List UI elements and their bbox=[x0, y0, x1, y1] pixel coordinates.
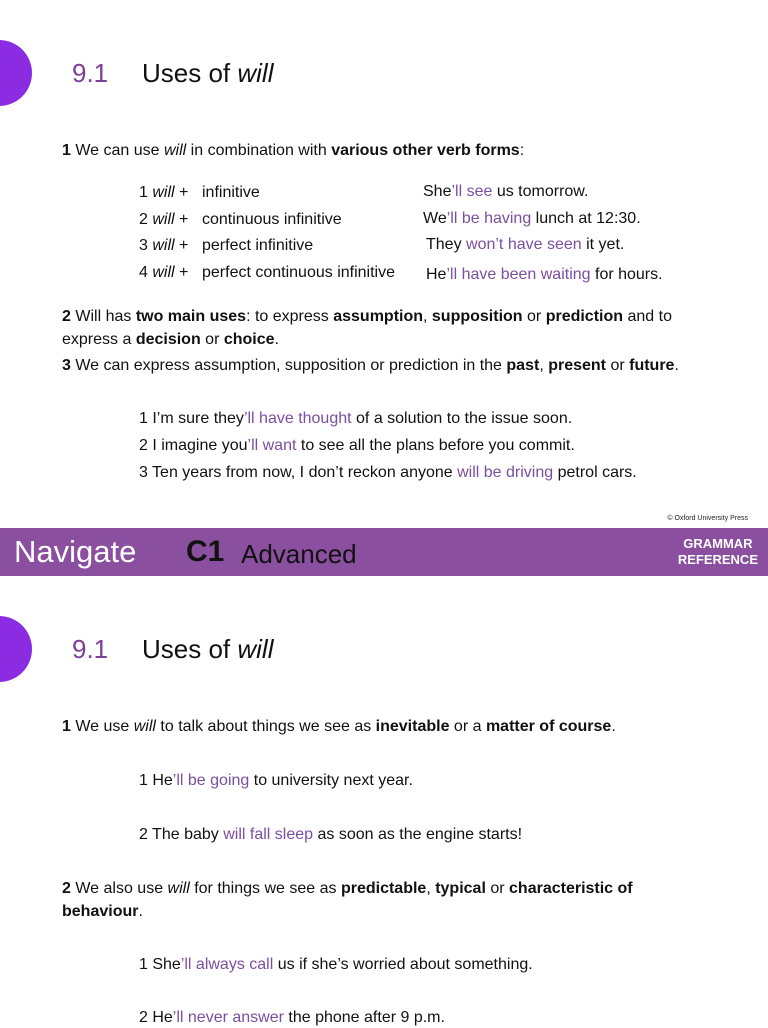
section-heading bbox=[72, 58, 273, 88]
point-2: 2 We also use will for things we see as predictable, typical or characteristic of behaviour. bbox=[62, 880, 633, 920]
slide-2 bbox=[0, 576, 768, 1024]
form-name-3: perfect infinitive bbox=[202, 237, 314, 254]
heading-text: Uses of bbox=[142, 634, 238, 664]
brand-banner bbox=[0, 528, 768, 576]
level-name: Advanced bbox=[241, 539, 357, 569]
example-4: 2 He’ll never answer the phone after 9 p.m. bbox=[139, 1009, 445, 1026]
point-1: 1 We use will to talk about things we see as inevitable or a matter of course. bbox=[62, 718, 616, 735]
form-row-1: 1 will + bbox=[139, 184, 189, 201]
copyright: © Oxford University Press bbox=[667, 515, 748, 522]
form-name-2: continuous infinitive bbox=[202, 211, 342, 228]
level-code: C1 bbox=[186, 535, 225, 568]
form-row-4: 4 will + bbox=[139, 264, 189, 281]
form-row-3: 3 will + bbox=[139, 237, 189, 254]
section-heading bbox=[72, 634, 273, 664]
heading-italic: will bbox=[237, 58, 274, 88]
purple-circle-decoration bbox=[0, 40, 32, 106]
brand-name: Navigate bbox=[14, 534, 137, 569]
heading-text: Uses of bbox=[142, 58, 238, 88]
form-example-3: They won’t have seen it yet. bbox=[426, 236, 625, 253]
point-2: 2 Will has two main uses: to express assumption, supposition or prediction and to express a decision or choice. bbox=[62, 308, 672, 348]
form-name-4: perfect continuous infinitive bbox=[202, 264, 395, 281]
form-example-2: We’ll be having lunch at 12:30. bbox=[423, 210, 641, 227]
section-number: 9.1 bbox=[72, 634, 109, 664]
heading-italic: will bbox=[237, 634, 274, 664]
form-example-1: She’ll see us tomorrow. bbox=[423, 183, 589, 200]
example-2: 2 I imagine you’ll want to see all the plans before you commit. bbox=[139, 437, 575, 454]
form-row-2: 2 will + bbox=[139, 211, 189, 228]
purple-circle-decoration bbox=[0, 616, 32, 682]
grammar-reference-tag: GRAMMAR REFERENCE bbox=[677, 536, 758, 567]
point-1: 1 We can use will in combination with various other verb forms: bbox=[62, 142, 525, 159]
section-number: 9.1 bbox=[72, 58, 109, 88]
form-example-4: He’ll have been waiting for hours. bbox=[426, 266, 663, 283]
form-name-1: infinitive bbox=[202, 184, 260, 201]
example-3: 1 She’ll always call us if she’s worried about something. bbox=[139, 956, 533, 973]
example-1: 1 He’ll be going to university next year. bbox=[139, 772, 413, 789]
point-3: 3 We can express assumption, supposition or prediction in the past, present or future. bbox=[62, 357, 679, 374]
example-3: 3 Ten years from now, I don’t reckon anyone will be driving petrol cars. bbox=[139, 464, 637, 481]
example-1: 1 I’m sure they’ll have thought of a solution to the issue soon. bbox=[139, 410, 573, 427]
example-2: 2 The baby will fall sleep as soon as the engine starts! bbox=[139, 826, 523, 843]
